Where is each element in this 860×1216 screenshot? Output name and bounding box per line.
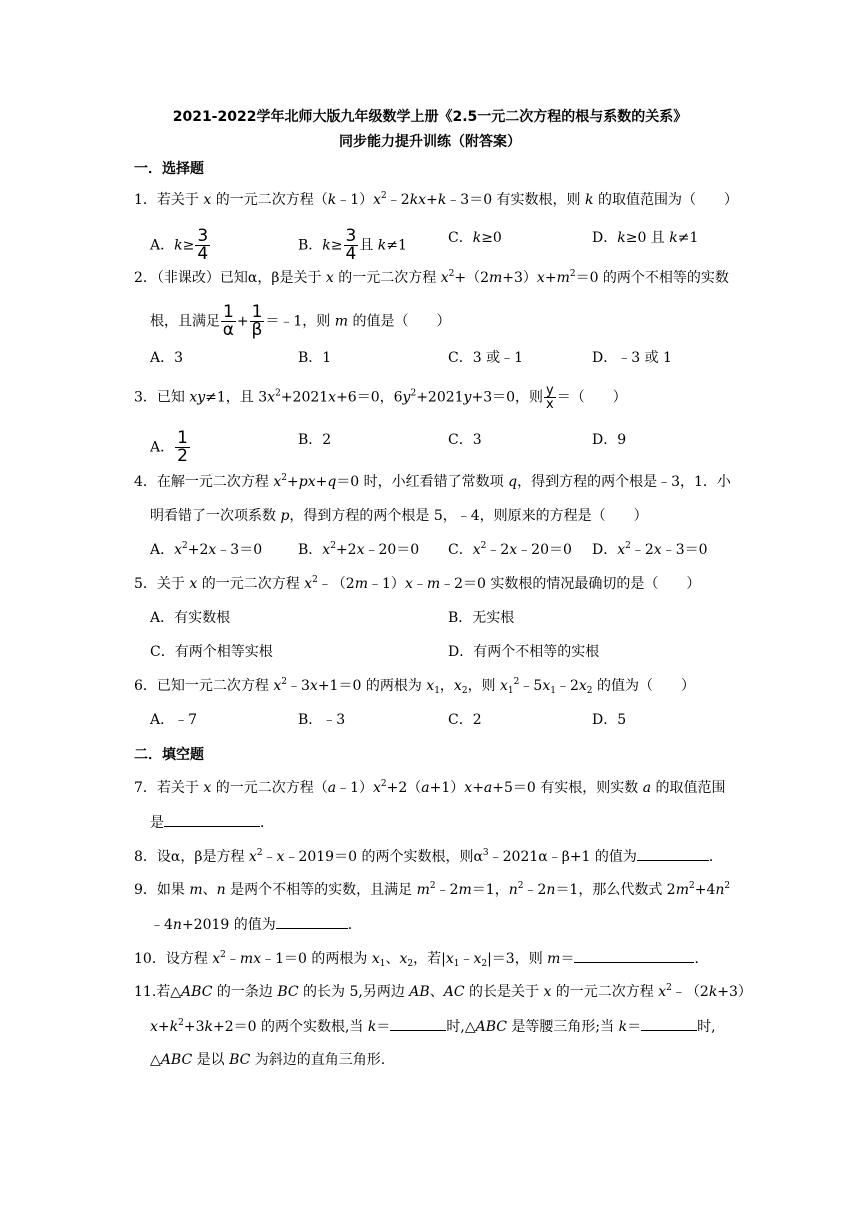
q2-option-b: B．1 [298,350,332,366]
question-2-line-2: 根，且满足 $\frac{1}{\alpha}$ + $\frac{1}{\beta}$ ＝﹣1，则 m 的值是（ ） [150,302,451,340]
q6-option-a: A．﹣7 [150,712,198,728]
q3-option-a: A． $\frac{1}{2}$ [150,428,188,466]
question-11-line-3: △ABC 是以 BC 为斜边的直角三角形. [150,1052,386,1068]
question-9-line-2: ﹣4n+2019 的值为 ． [150,914,750,935]
q3-option-d: D．9 [592,432,627,448]
q3-option-b: B．2 [298,432,332,448]
answer-blank[interactable] [164,812,260,827]
question-7-line-2: 是 ． [150,812,750,833]
question-8: 8．设α，β是方程 $x^2﹣x﹣2019=0$ 的两个实数根，则$\alpha^3﹣2021\alpha﹣\beta+1$ 的值为 ． [134,848,723,865]
q5-option-d: D．有两个不相等的实根 [448,644,600,660]
answer-blank[interactable] [641,1016,697,1031]
section-heading-choice: 一．选择题 [134,161,204,177]
q3-option-c: C．3 [448,432,482,448]
question-2-line-1: 2．（非课改）已知α，β是关于 x 的一元二次方程 $x^2+(2m+3)x+m^2=0$ 的两个不相等的实数 [134,269,729,286]
answer-blank[interactable] [390,1016,446,1031]
question-7-line-1: 7．若关于 x 的一元二次方程$(a﹣1)x^2+2(a+1)x+a+5=0$ 有实根，则实数 a 的取值范围 [134,779,726,796]
doc-title: 2021-2022学年北师大版九年级数学上册《2.5一元二次方程的根与系数的关系》 [172,109,688,125]
question-10: 10．设方程 $x^2﹣mx﹣1=0$ 的两根为 $x_1$、$x_2$，若$|x_1﹣x_2|=3$，则 m＝ ． [134,950,709,969]
fraction: $\frac{3}{4}$ [345,226,357,264]
q1-option-b: B．k≥ $\frac{3}{4}$ 且 k≠1 [298,226,407,264]
q5-option-a: A．有实数根 [150,610,231,626]
answer-blank[interactable] [574,948,694,963]
fraction: $\frac{1}{2}$ [177,428,188,466]
doc-subtitle: 同步能力提升训练（附答案） [339,134,521,150]
q6-option-d: D．5 [592,712,627,728]
q4-option-b: B．$x^2+2x﹣20=0$ [298,541,420,558]
q1-option-d: D．k≥0 且 k≠1 [592,230,699,246]
q6-option-b: B．﹣3 [298,712,346,728]
section-heading-fill: 二．填空题 [134,747,204,763]
question-1: 1．若关于 x 的一元二次方程$(k﹣1)x^2﹣2kx+k﹣3=0$ 有实数根，则 k 的取值范围为（ ） [134,191,738,208]
fraction: $\frac{3}{4}$ [197,226,209,264]
question-11-line-1: 11.若△ABC 的一条边 BC 的长为 5,另两边 AB、AC 的长是关于 x 的一元二次方程 $x^2﹣(2k+3)$ [134,983,752,1000]
question-6: 6．已知一元二次方程 $x^2﹣3x+1=0$ 的两根为 $x_1$，$x_2$，则 $x_1^2﹣5x_1﹣2x_2$ 的值为（ ） [134,677,695,696]
q4-option-c: C．$x^2﹣2x﹣20=0$ [448,541,572,558]
q1-option-c: C．k≥0 [448,230,502,246]
question-5: 5．关于 x 的一元二次方程 $x^2﹣(2m﹣1)x﹣m﹣2=0$ 实数根的情况最确切的是（ ） [134,575,701,592]
fraction: $\frac{1}{\beta}$ [251,302,263,340]
question-4-line-2: 明看错了一次项系数 p，得到方程的两个根是 5，﹣4，则原来的方程是（ ） [150,508,648,524]
q2-option-d: D．﹣3 或 1 [592,350,672,366]
question-9-line-1: 9．如果 m、n 是两个不相等的实数，且满足 $m^2﹣2m=1$，$n^2﹣2n=1$，那么代数式 $2m^2+4n^2$ [134,881,731,898]
q4-option-a: A．$x^2+2x﹣3=0$ [150,541,263,558]
answer-blank[interactable] [276,914,348,929]
answer-blank[interactable] [637,846,709,861]
question-11-line-2: $x+k^2+3k+2=0$ 的两个实数根,当 k＝ 时,△ABC 是等腰三角形;当 k＝ 时, [150,1018,716,1035]
q4-option-d: D．$x^2﹣2x﹣3=0$ [592,541,708,558]
q6-option-c: C．2 [448,712,482,728]
question-3: 3．已知 xy≠1，且 $3x^2+2021x+6=0$，$6y^2+2021y+3=0$，则 $\frac{y}{x}$ ＝（ ） [134,383,627,412]
fraction: $\frac{1}{\alpha}$ [222,302,235,340]
fraction: $\frac{y}{x}$ [546,383,554,412]
q5-option-b: B．无实根 [448,610,515,626]
q5-option-c: C．有两个相等实根 [150,644,273,660]
question-4-line-1: 4．在解一元二次方程 $x^2+px+q=0$ 时，小红看错了常数项 q，得到方程的两个根是﹣3，1．小 [134,473,731,490]
q1-option-a: A．k≥ $\frac{3}{4}$ [150,226,209,264]
q2-option-a: A．3 [150,350,184,366]
q2-option-c: C．3 或﹣1 [448,350,523,366]
